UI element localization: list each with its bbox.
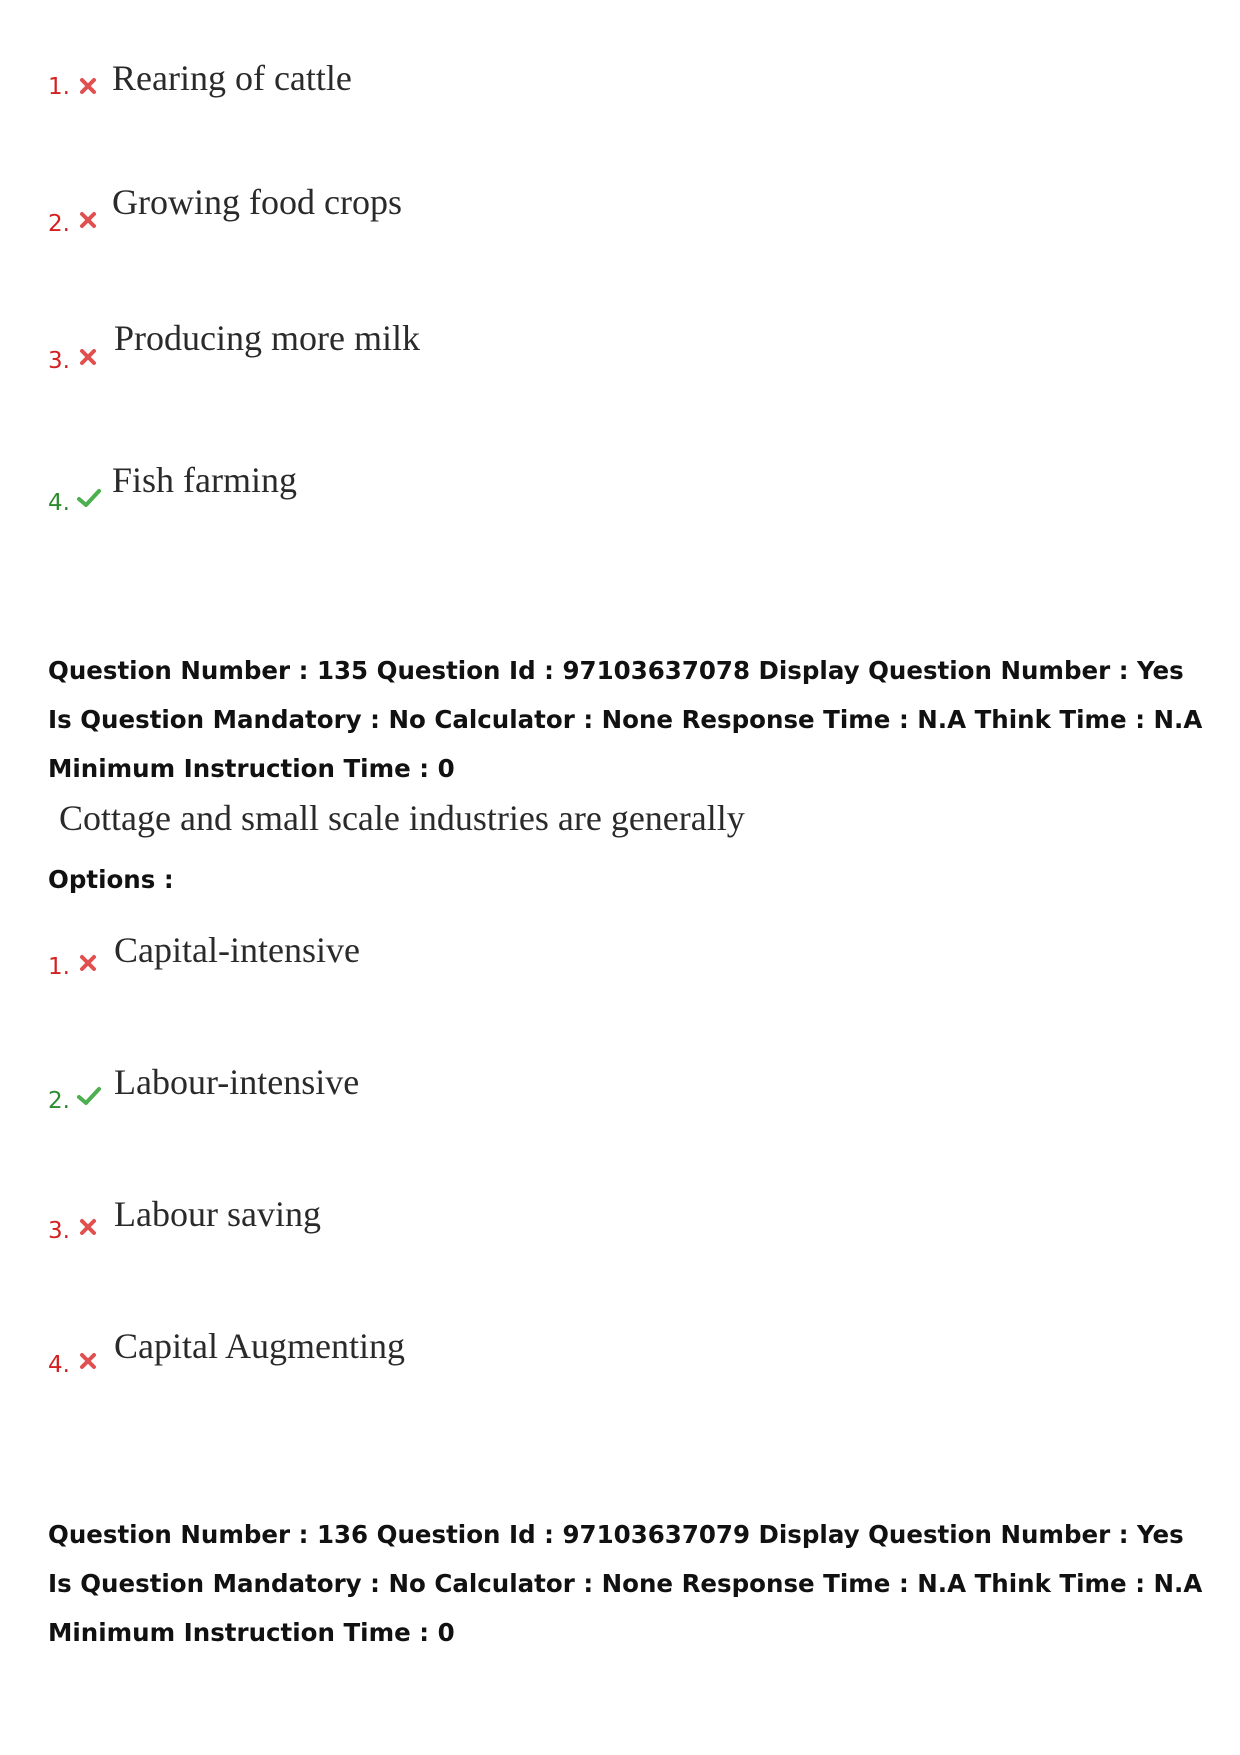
- question-135-meta: Question Number : 135 Question Id : 97103637078 Display Question Number : Yes Is Question Mandatory : No Calculator : None Response Time : N.A Think Time : N.A Minimum Instruction Time : 0: [48, 656, 1203, 783]
- cross-icon: [77, 1350, 99, 1372]
- cross-icon: [77, 952, 99, 974]
- option-text: Growing food crops: [112, 182, 402, 222]
- option-number: 2.: [48, 211, 70, 237]
- option-text: Producing more milk: [114, 318, 420, 358]
- option-1: [48, 932, 748, 992]
- option-number: 1.: [48, 74, 70, 100]
- option-number: 3.: [48, 348, 70, 374]
- cross-icon: [77, 1216, 99, 1238]
- option-2: [48, 184, 748, 244]
- option-number: 4.: [48, 1352, 70, 1378]
- option-number: 4.: [48, 490, 70, 516]
- option-4: [48, 1328, 748, 1388]
- option-text: Labour-intensive: [114, 1062, 360, 1102]
- option-number: 3.: [48, 1218, 70, 1244]
- option-text: Fish farming: [112, 460, 297, 500]
- option-1: [48, 60, 748, 120]
- cross-icon: [77, 75, 99, 97]
- option-2: [48, 1064, 748, 1124]
- question-135-text: Cottage and small scale industries are generally: [59, 798, 745, 838]
- option-number: 1.: [48, 954, 70, 980]
- option-number: 2.: [48, 1088, 70, 1114]
- cross-icon: [77, 346, 99, 368]
- check-icon: [76, 487, 102, 509]
- option-3: [48, 320, 748, 380]
- option-3: [48, 1196, 748, 1256]
- option-text: Capital-intensive: [114, 930, 360, 970]
- cross-icon: [77, 209, 99, 231]
- option-text: Labour saving: [114, 1194, 321, 1234]
- options-label: Options :: [48, 865, 174, 894]
- check-icon: [76, 1085, 102, 1107]
- option-text: Capital Augmenting: [114, 1326, 405, 1366]
- option-4: [48, 462, 748, 522]
- question-136-meta: Question Number : 136 Question Id : 97103637079 Display Question Number : Yes Is Question Mandatory : No Calculator : None Response Time : N.A Think Time : N.A Minimum Instruction Time : 0: [48, 1520, 1203, 1647]
- option-text: Rearing of cattle: [112, 58, 352, 98]
